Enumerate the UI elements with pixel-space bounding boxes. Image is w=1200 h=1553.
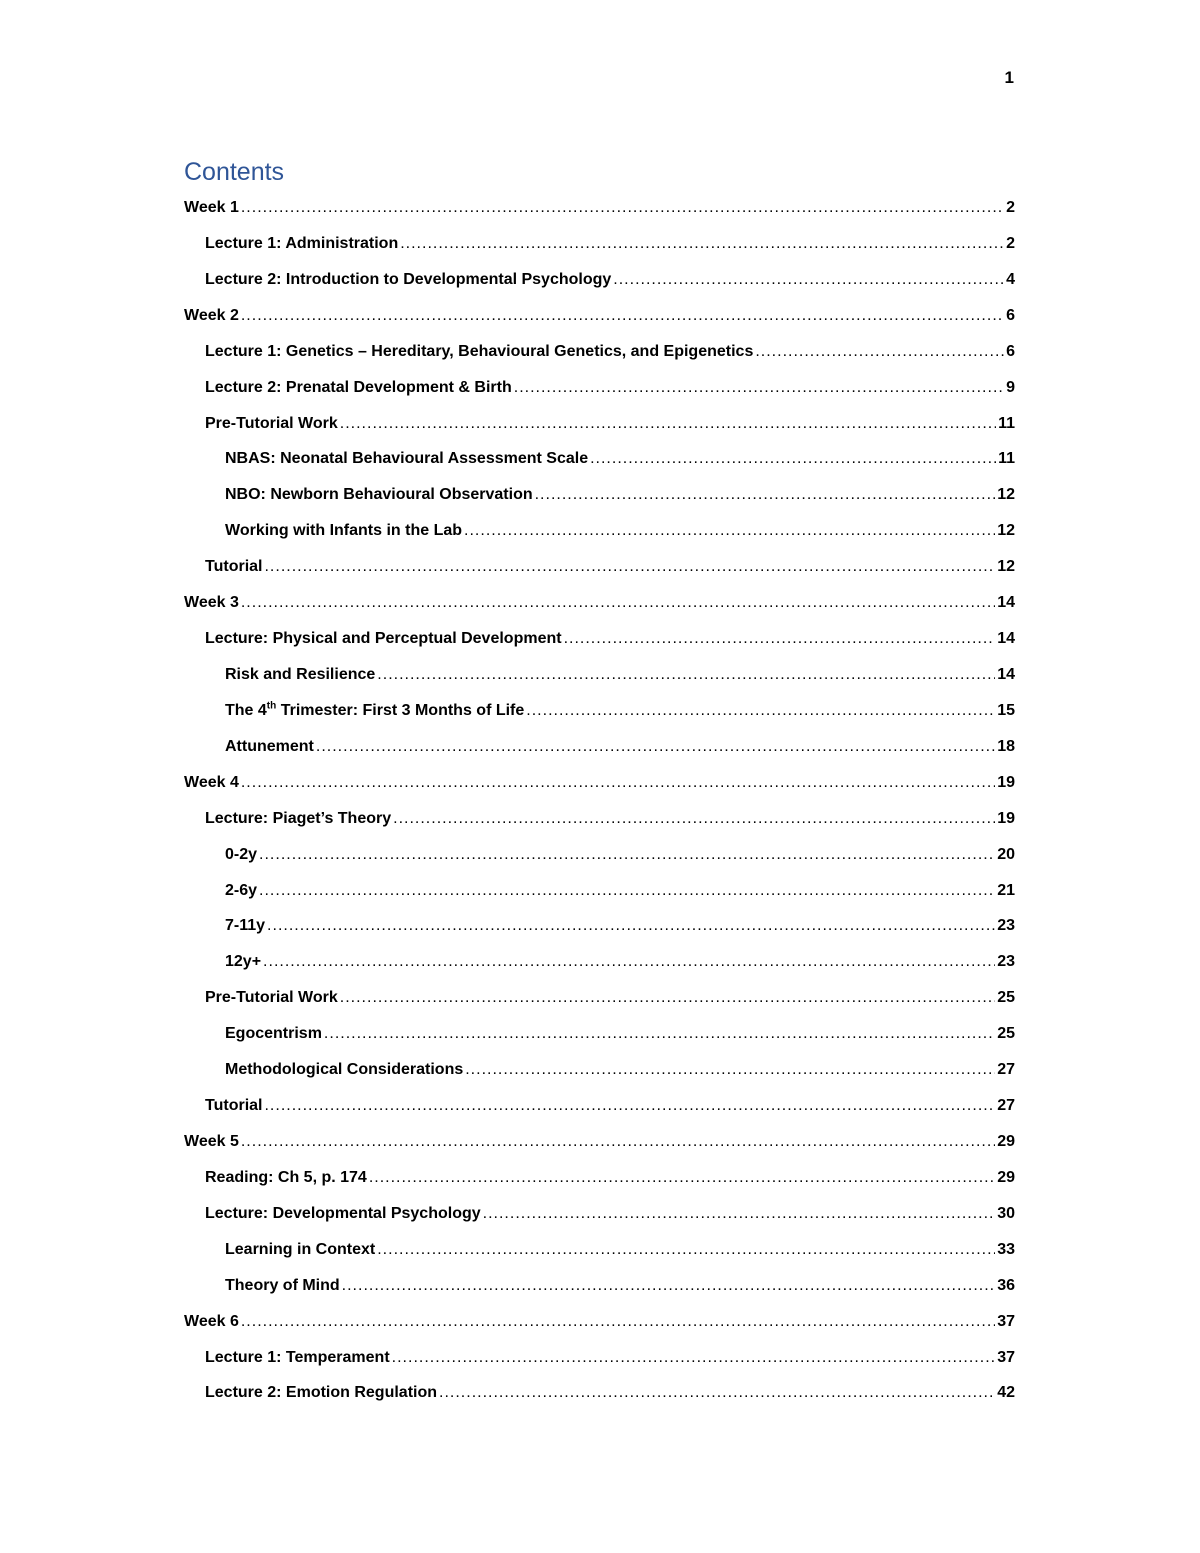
toc-entry[interactable]: [184, 1016, 1015, 1052]
toc-entry-title: The 4th Trimester: First 3 Months of Life: [225, 700, 525, 719]
toc-entry-page: 27: [997, 1097, 1015, 1115]
toc-entry-title: Week 6: [184, 1312, 239, 1330]
toc-entry[interactable]: [184, 1196, 1015, 1232]
toc-entry-page: 27: [997, 1061, 1015, 1079]
toc-entry[interactable]: [184, 190, 1015, 226]
toc-entry-title: Tutorial: [205, 558, 263, 576]
toc-entry-title: Week 5: [184, 1132, 239, 1150]
toc-entry-title: Week 2: [184, 306, 239, 324]
toc-entry[interactable]: [184, 226, 1015, 262]
toc-entry-page: 4: [1006, 270, 1015, 288]
toc-entry[interactable]: [184, 1160, 1015, 1196]
toc-entry-page: 11: [998, 450, 1015, 468]
toc-entry[interactable]: [184, 370, 1015, 406]
toc-entry[interactable]: [184, 1052, 1015, 1088]
toc-entry[interactable]: [184, 406, 1015, 442]
toc-entry-title: Lecture 1: Administration: [205, 234, 399, 252]
dot-leader: [241, 1304, 995, 1340]
toc-entry-title: Lecture 2: Prenatal Development & Birth: [205, 378, 512, 396]
toc-entry[interactable]: [184, 621, 1015, 657]
toc-entry-page: 23: [997, 953, 1015, 971]
toc-entry-page: 36: [997, 1276, 1015, 1294]
toc-entry-title: Methodological Considerations: [225, 1061, 464, 1079]
toc-entry-title: Theory of Mind: [225, 1276, 340, 1294]
toc-entry-title: Week 4: [184, 773, 239, 791]
toc-entry-page: 6: [1006, 342, 1015, 360]
toc-entry-page: 30: [997, 1204, 1015, 1222]
toc-entry-title: Lecture: Piaget’s Theory: [205, 809, 392, 827]
dot-leader: [400, 226, 1004, 262]
toc-entry-page: 14: [997, 630, 1015, 648]
dot-leader: [342, 1268, 996, 1304]
toc-entry-page: 12: [997, 486, 1015, 504]
toc-entry-page: 15: [997, 701, 1015, 719]
toc-entry[interactable]: [184, 1268, 1015, 1304]
dot-leader: [241, 585, 995, 621]
toc-entry[interactable]: [184, 693, 1015, 729]
dot-leader: [264, 1088, 995, 1124]
page-number: 1: [1004, 68, 1014, 87]
toc-entry-title: Learning in Context: [225, 1240, 376, 1258]
toc-entry[interactable]: [184, 513, 1015, 549]
toc-entry-title: Week 3: [184, 594, 239, 612]
toc-entry-page: 20: [997, 845, 1015, 863]
toc-entry-page: 29: [997, 1132, 1015, 1150]
toc-entry-title: NBAS: Neonatal Behavioural Assessment Scale: [225, 450, 589, 468]
toc-entry[interactable]: [184, 657, 1015, 693]
toc-entry-page: 14: [997, 665, 1015, 683]
toc-entry-page: 37: [997, 1312, 1015, 1330]
toc-entry-title: Tutorial: [205, 1097, 263, 1115]
dot-leader: [514, 370, 1004, 406]
dot-leader: [259, 837, 995, 873]
toc-entry-title: Working with Infants in the Lab: [225, 522, 463, 540]
toc-entry[interactable]: [184, 980, 1015, 1016]
toc-entry[interactable]: [184, 1088, 1015, 1124]
toc-entry-page: 19: [997, 809, 1015, 827]
toc-entry[interactable]: [184, 729, 1015, 765]
toc-entry-page: 23: [997, 917, 1015, 935]
toc-entry-title: Egocentrism: [225, 1025, 322, 1043]
toc-entry[interactable]: [184, 944, 1015, 980]
toc-entry-title: 2-6y: [225, 881, 258, 899]
toc-entry-page: 25: [997, 989, 1015, 1007]
dot-leader: [340, 980, 995, 1016]
toc-entry-title: Pre-Tutorial Work: [205, 414, 338, 432]
toc-entry-page: 18: [997, 737, 1015, 755]
dot-leader: [465, 1052, 995, 1088]
toc-entry[interactable]: [184, 585, 1015, 621]
toc-entry[interactable]: [184, 334, 1015, 370]
toc-entry-page: 21: [997, 881, 1015, 899]
dot-leader: [259, 873, 995, 909]
dot-leader: [590, 441, 996, 477]
toc-entry-title: 12y+: [225, 953, 262, 971]
toc-entry-page: 9: [1006, 378, 1015, 396]
dot-leader: [324, 1016, 995, 1052]
dot-leader: [316, 729, 995, 765]
toc-entry-page: 25: [997, 1025, 1015, 1043]
toc-entry[interactable]: [184, 549, 1015, 585]
toc-entry[interactable]: [184, 908, 1015, 944]
dot-leader: [340, 406, 996, 442]
dot-leader: [241, 1124, 995, 1160]
toc-entry-page: 19: [997, 773, 1015, 791]
toc-entry-page: 33: [997, 1240, 1015, 1258]
toc-entry-page: 11: [998, 414, 1015, 432]
toc-entry[interactable]: [184, 1232, 1015, 1268]
toc-entry-page: 12: [997, 558, 1015, 576]
toc-entry-title: Lecture 1: Temperament: [205, 1348, 390, 1366]
toc-entry-page: 14: [997, 594, 1015, 612]
dot-leader: [377, 1232, 995, 1268]
dot-leader: [564, 621, 996, 657]
toc-entry-title: Lecture 1: Genetics – Hereditary, Behavioural Genetics, and Epigenetics: [205, 342, 754, 360]
contents-heading: Contents: [184, 158, 285, 186]
dot-leader: [464, 513, 995, 549]
toc-entry[interactable]: [184, 1340, 1015, 1376]
dot-leader: [377, 657, 995, 693]
toc-entry[interactable]: [184, 298, 1015, 334]
toc-entry[interactable]: [184, 1304, 1015, 1340]
dot-leader: [755, 334, 1004, 370]
toc-entry-title: Lecture 2: Emotion Regulation: [205, 1384, 438, 1402]
toc-entry-title: Reading: Ch 5, p. 174: [205, 1168, 367, 1186]
toc-entry-page: 2: [1006, 199, 1015, 216]
toc-entry-title: Risk and Resilience: [225, 665, 376, 683]
dot-leader: [392, 1340, 996, 1376]
toc-entry-title: Lecture: Developmental Psychology: [205, 1204, 481, 1222]
toc-entry-title: Lecture 2: Introduction to Developmental Psychology: [205, 270, 612, 288]
toc-entry-title: Pre-Tutorial Work: [205, 989, 338, 1007]
toc-entry[interactable]: [184, 1124, 1015, 1160]
toc-entry-page: 6: [1006, 306, 1015, 324]
dot-leader: [535, 477, 996, 513]
toc-entry[interactable]: [184, 765, 1015, 801]
toc-entry-page: 37: [997, 1348, 1015, 1366]
toc-entry-title: 0-2y: [225, 845, 258, 863]
dot-leader: [241, 190, 1004, 226]
toc-entry-page: 42: [997, 1384, 1015, 1402]
toc-entry-page: 2: [1006, 234, 1015, 252]
toc-entry-page: 29: [997, 1168, 1015, 1186]
dot-leader: [439, 1375, 995, 1411]
dot-leader: [369, 1160, 995, 1196]
toc-entry-page: 12: [997, 522, 1015, 540]
superscript: th: [266, 700, 277, 712]
dot-leader: [241, 765, 995, 801]
toc-entry-title: Week 1: [184, 199, 239, 216]
toc-entry[interactable]: [184, 1375, 1015, 1411]
toc-entry[interactable]: [184, 262, 1015, 298]
dot-leader: [393, 801, 995, 837]
toc-entry-title: NBO: Newborn Behavioural Observation: [225, 486, 533, 504]
table-of-contents: [184, 190, 1015, 1411]
dot-leader: [264, 549, 995, 585]
toc-entry[interactable]: [184, 801, 1015, 837]
toc-entry[interactable]: [184, 873, 1015, 909]
dot-leader: [241, 298, 1004, 334]
dot-leader: [526, 693, 995, 729]
dot-leader: [267, 908, 995, 944]
toc-entry-title: Attunement: [225, 737, 314, 755]
dot-leader: [483, 1196, 996, 1232]
toc-entry-title: Lecture: Physical and Perceptual Development: [205, 630, 562, 648]
dot-leader: [263, 944, 995, 980]
toc-entry[interactable]: [184, 837, 1015, 873]
toc-entry-title: 7-11y: [225, 917, 266, 935]
toc-entry[interactable]: [184, 477, 1015, 513]
dot-leader: [613, 262, 1004, 298]
toc-entry[interactable]: [184, 441, 1015, 477]
